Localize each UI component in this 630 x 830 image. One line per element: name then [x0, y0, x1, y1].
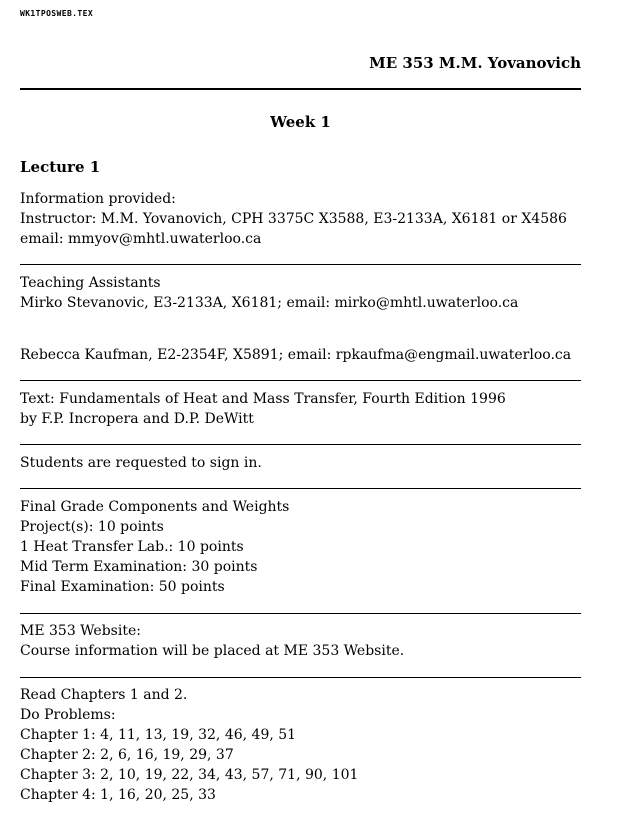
grade-item: Mid Term Examination: 30 points — [20, 559, 258, 575]
grade-item: Project(s): 10 points — [20, 519, 164, 535]
grade-item: 1 Heat Transfer Lab.: 10 points — [20, 539, 244, 555]
course-header: ME 353 M.M. Yovanovich — [369, 54, 581, 72]
chapter-problems: Chapter 3: 2, 10, 19, 22, 34, 43, 57, 71, 90, 101 — [20, 767, 359, 783]
website-heading: ME 353 Website: — [20, 623, 141, 639]
reading-line: Read Chapters 1 and 2. — [20, 687, 188, 703]
grade-item: Final Examination: 50 points — [20, 579, 225, 595]
instructor-line: Instructor: M.M. Yovanovich, CPH 3375C X3588, E3-2133A, X6181 or X4586 — [20, 211, 567, 227]
grades-heading: Final Grade Components and Weights — [20, 499, 290, 515]
section-divider — [20, 613, 581, 614]
website-line: Course information will be placed at ME 353 Website. — [20, 643, 405, 659]
instructor-email: email: mmyov@mhtl.uwaterloo.ca — [20, 231, 262, 247]
chapter-problems: Chapter 2: 2, 6, 16, 19, 29, 37 — [20, 747, 234, 763]
section-divider — [20, 444, 581, 445]
section-divider — [20, 380, 581, 381]
section-divider — [20, 264, 581, 265]
header-rule — [20, 88, 581, 90]
ta-line-1: Mirko Stevanovic, E3-2133A, X6181; email: mirko@mhtl.uwaterloo.ca — [20, 295, 519, 311]
chapter-problems: Chapter 1: 4, 11, 13, 19, 32, 46, 49, 51 — [20, 727, 297, 743]
chapter-problems: Chapter 4: 1, 16, 20, 25, 33 — [20, 787, 216, 803]
ta-line-2: Rebecca Kaufman, E2-2354F, X5891; email: rpkaufma@engmail.uwaterloo.ca — [20, 347, 572, 363]
week-title: Week 1 — [270, 113, 331, 131]
info-heading: Information provided: — [20, 191, 176, 207]
section-divider — [20, 677, 581, 678]
section-divider — [20, 488, 581, 489]
problems-heading: Do Problems: — [20, 707, 116, 723]
lecture-title: Lecture 1 — [20, 158, 101, 176]
signin-line: Students are requested to sign in. — [20, 455, 262, 471]
textbook-line-2: by F.P. Incropera and D.P. DeWitt — [20, 411, 254, 427]
ta-heading: Teaching Assistants — [20, 275, 161, 291]
file-name: WK1TPOSWEB.TEX — [20, 9, 94, 18]
textbook-line-1: Text: Fundamentals of Heat and Mass Transfer, Fourth Edition 1996 — [20, 391, 506, 407]
